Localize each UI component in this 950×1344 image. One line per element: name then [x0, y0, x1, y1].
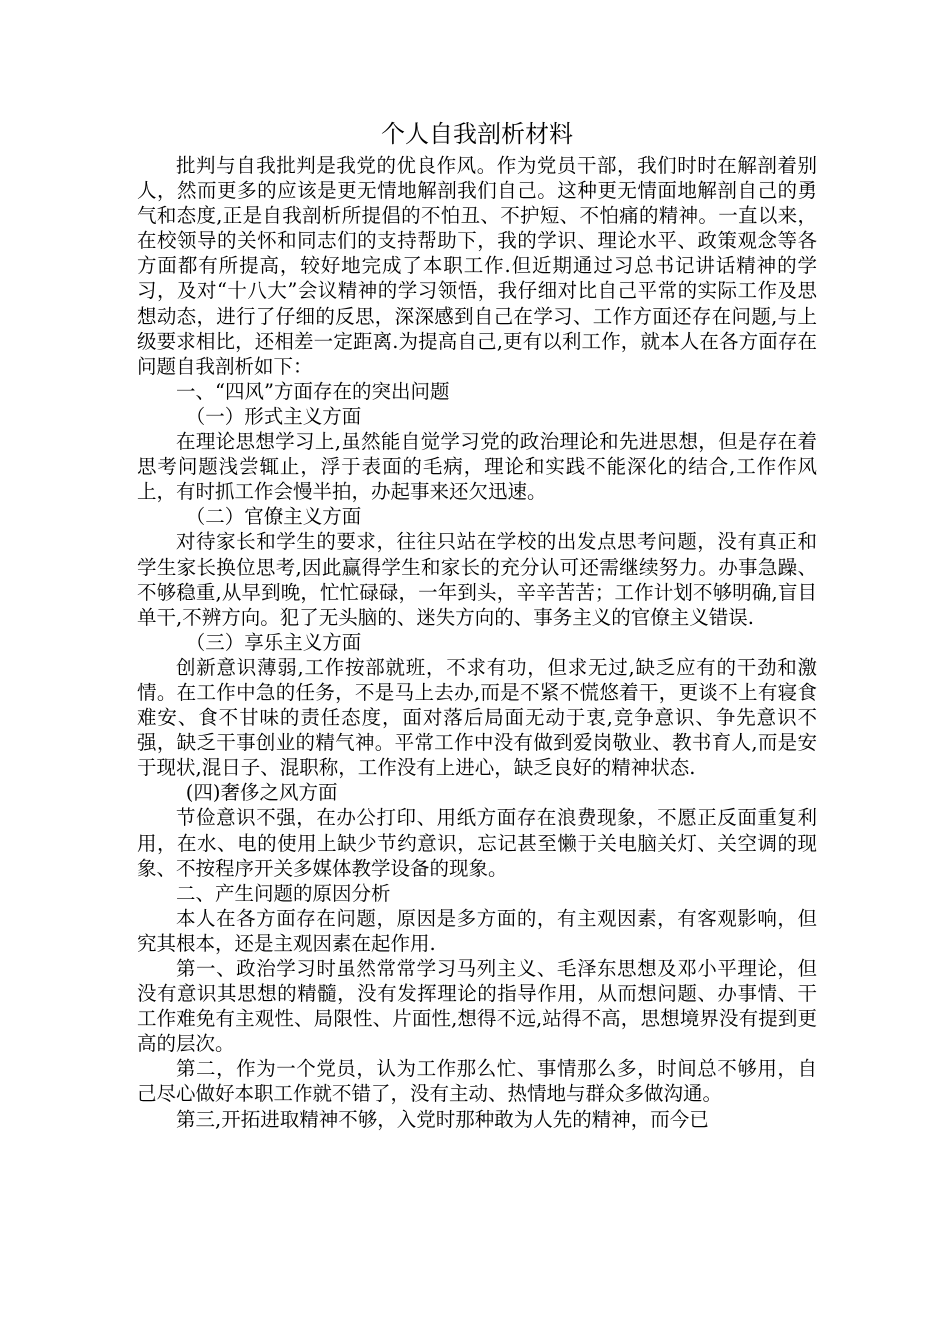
section-heading: 一、“四风”方面存在的突出问题 — [176, 379, 450, 403]
paragraph: 在理论思想学习上,虽然能自觉学习党的政治理论和先进思想，但是存在着思考问题浅尝辄止，浮于表面的毛病，理论和实践不能深化的结合,工作作风上，有时抓工作会慢半拍，办起事来还欠迅速。 — [137, 430, 817, 504]
paragraph: 第三,开拓进取精神不够，入党时那种敢为人先的精神，而今已 — [176, 1107, 709, 1131]
paragraph: 节俭意识不强，在办公打印、用纸方面存在浪费现象，不愿正反面重复利用，在水、电的使用上缺少节约意识，忘记甚至懒于关电脑关灯、关空调的现象、不按程序开关多媒体教学设备的现象。 — [137, 806, 817, 880]
subsection-heading: (四)奢侈之风方面 — [185, 781, 338, 805]
document-title: 个人自我剖析材料 — [381, 120, 573, 148]
subsection-heading: （三）享乐主义方面 — [185, 630, 362, 654]
section-heading: 二、产生问题的原因分析 — [176, 881, 391, 905]
paragraph: 创新意识薄弱,工作按部就班，不求有功，但求无过,缺乏应有的干劲和激情。在工作中急的任务，不是马上去办,而是不紧不慌悠着干，更谈不上有寝食难安、食不甘味的责任态度，面对落后局面无动于衷,竞争意识、争先意识不强，缺乏干事创业的精气神。平常工作中没有做到爱岗敬业、教书育人,而是安于现状,混日子、混职称，工作没有上进心，缺乏良好的精神状态. — [137, 655, 817, 780]
subsection-heading: （一）形式主义方面 — [185, 404, 362, 428]
subsection-heading: （二）官僚主义方面 — [185, 505, 362, 529]
paragraph: 第二，作为一个党员，认为工作那么忙、事情那么多，时间总不够用，自己尽心做好本职工作就不错了，没有主动、热情地与群众多做沟通。 — [137, 1057, 817, 1106]
document-body — [137, 153, 817, 1132]
document-page — [137, 118, 817, 1132]
paragraph: 本人在各方面存在问题，原因是多方面的，有主观因素，有客观影响，但究其根本，还是主观因素在起作用. — [137, 906, 817, 955]
paragraph: 批判与自我批判是我党的优良作风。作为党员干部，我们时时在解剖着别人，然而更多的应该是更无情地解剖我们自己。这种更无情面地解剖自己的勇气和态度,正是自我剖析所提倡的不怕丑、不护短、不怕痛的精神。一直以来，在校领导的关怀和同志们的支持帮助下，我的学识、理论水平、政策观念等各方面都有所提高，较好地完成了本职工作.但近期通过习总书记讲话精神的学习，及对“十八大”会议精神的学习领悟，我仔细对比自己平常的实际工作及思想动态，进行了仔细的反思，深深感到自己在学习、工作方面还存在问题,与上级要求相比，还相差一定距离.为提高自己,更有以利工作，就本人在各方面存在问题自我剖析如下： — [137, 154, 817, 378]
paragraph: 第一、政治学习时虽然常常学习马列主义、毛泽东思想及邓小平理论，但没有意识其思想的精髓，没有发挥理论的指导作用，从而想问题、办事情、干工作难免有主观性、局限性、片面性,想得不远,站得不高，思想境界没有提到更高的层次。 — [137, 957, 817, 1056]
paragraph: 对待家长和学生的要求，往往只站在学校的出发点思考问题，没有真正和学生家长换位思考,因此赢得学生和家长的充分认可还需继续努力。办事急躁、不够稳重,从早到晚，忙忙碌碌，一年到头，辛辛苦苦；工作计划不够明确,盲目单干,不辨方向。犯了无头脑的、迷失方向的、事务主义的官僚主义错误. — [137, 530, 817, 629]
